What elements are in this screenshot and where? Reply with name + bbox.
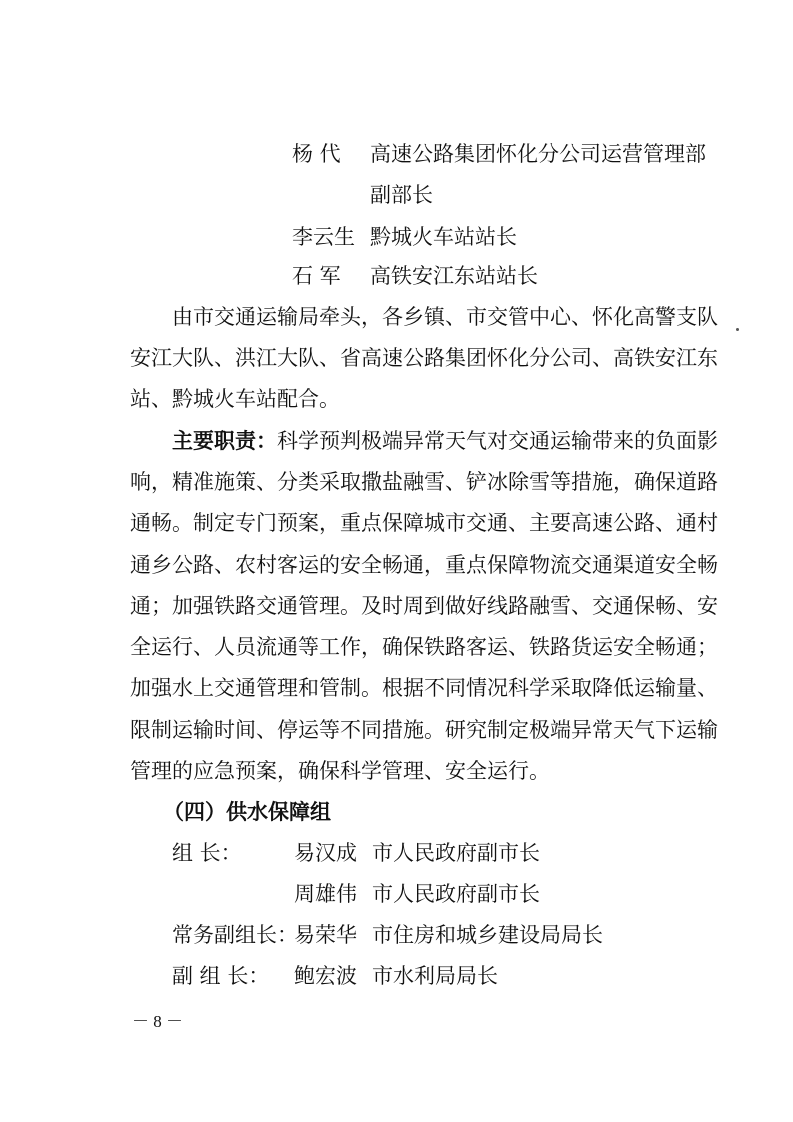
member-name: 杨 代 (292, 142, 341, 166)
member-name: 鲍宏波 (294, 964, 357, 988)
member-role: 市水利局局长 (372, 964, 498, 988)
paragraph-line: 管理的应急预案，确保科学管理、安全运行。 (130, 759, 550, 783)
member-role: 市人民政府副市长 (372, 841, 540, 865)
page-number: － 8 － (132, 1012, 183, 1031)
member-name: 易汉成 (294, 841, 357, 865)
paragraph-line: 通乡公路、农村客运的安全畅通，重点保障物流交通渠道安全畅 (130, 553, 718, 577)
member-role: 高速公路集团怀化分公司运营管理部 (370, 142, 706, 166)
member-title: 组 长： (172, 841, 242, 865)
paragraph-line: 加强水上交通管理和管制。根据不同情况科学采取降低运输量、 (130, 676, 718, 700)
member-role: 黔城火车站站长 (370, 225, 517, 249)
member-name: 李云生 (292, 225, 355, 249)
paragraph-line: 由市交通运输局牵头，各乡镇、市交管中心、怀化高警支队 (172, 305, 718, 329)
paragraph-line: 限制运输时间、停运等不同措施。研究制定极端异常天气下运输 (130, 718, 718, 742)
paragraph-line: 全运行、人员流通等工作，确保铁路客运、铁路货运安全畅通； (130, 635, 718, 659)
section-heading: （四）供水保障组 (163, 799, 331, 824)
member-name: 易荣华 (294, 923, 357, 947)
paragraph-line: 安江大队、洪江大队、省高速公路集团怀化分公司、高铁安江东 (130, 346, 718, 370)
member-name: 周雄伟 (294, 882, 357, 906)
member-role-continued: 副部长 (370, 183, 433, 207)
member-title: 副 组 长： (172, 964, 270, 988)
member-role: 高铁安江东站站长 (370, 264, 538, 288)
paragraph-line: 响，精准施策、分类采取撒盐融雪、铲冰除雪等措施，确保道路 (130, 470, 718, 494)
member-name: 石 军 (292, 264, 341, 288)
member-role: 市住房和城乡建设局局长 (372, 923, 603, 947)
paragraph-line: 通畅。制定专门预案，重点保障城市交通、主要高速公路、通村 (130, 511, 718, 535)
member-role: 市人民政府副市长 (372, 882, 540, 906)
scan-speck (736, 328, 739, 331)
paragraph-line: 科学预判极端异常天气对交通运输带来的负面影 (277, 429, 718, 453)
paragraph-line: 站、黔城火车站配合。 (130, 387, 340, 411)
member-title: 常务副组长： (172, 923, 298, 947)
duties-label: 主要职责： (172, 428, 277, 453)
paragraph-line: 通；加强铁路交通管理。及时周到做好线路融雪、交通保畅、安 (130, 594, 718, 618)
